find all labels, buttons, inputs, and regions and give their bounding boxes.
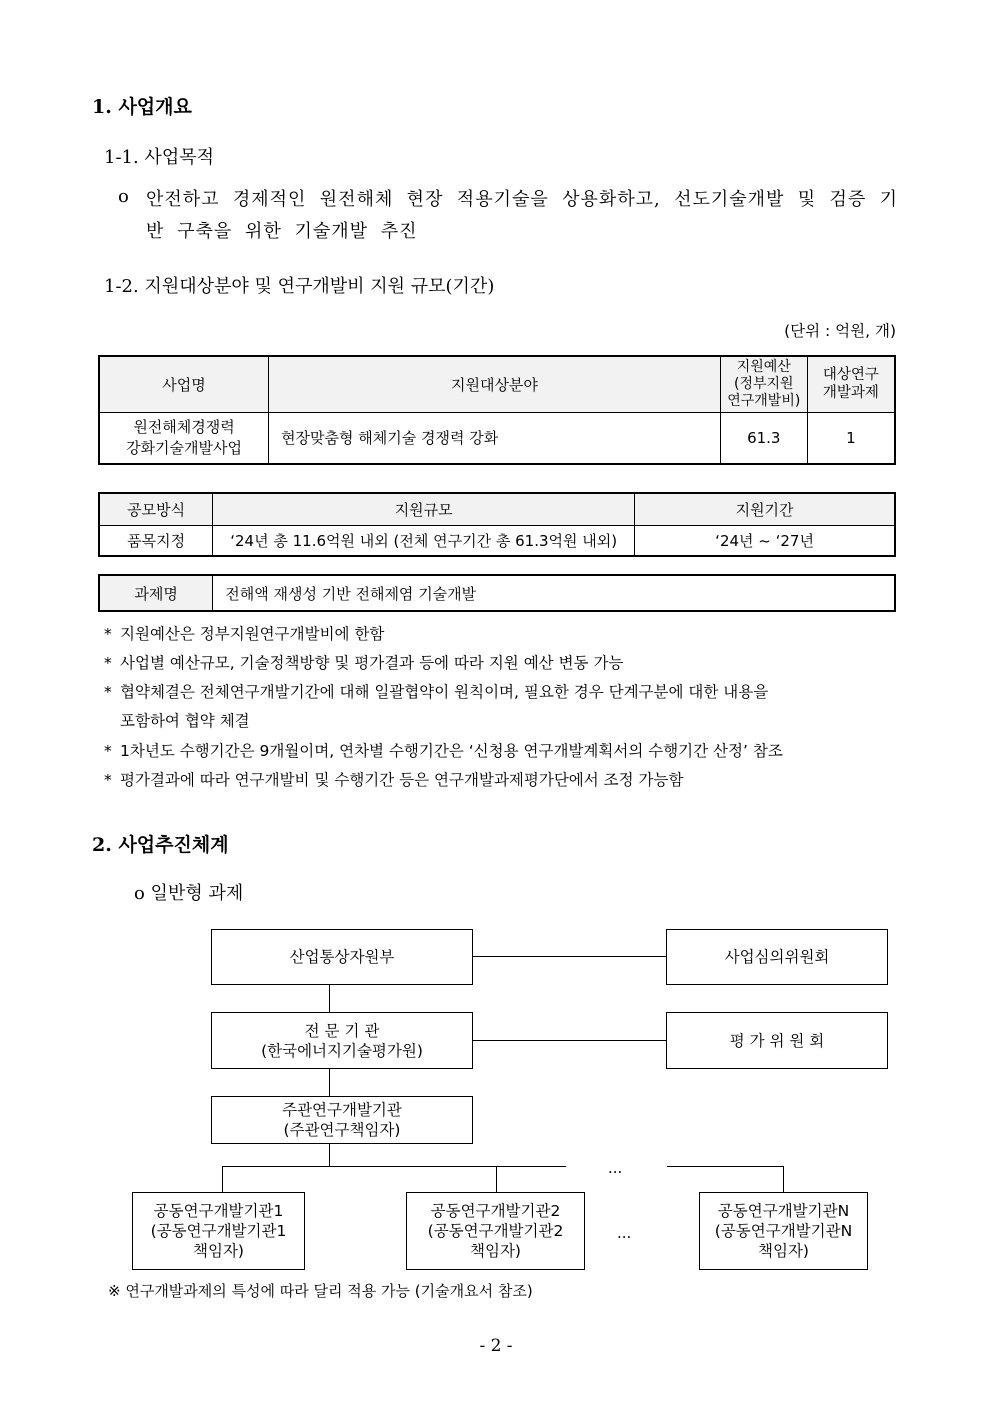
connector-line (222, 1166, 566, 1167)
lead-institution-box: 주관연구개발기관 (주관연구책임자) (211, 1096, 473, 1144)
connector-line (667, 1166, 784, 1167)
header-method: 공모방식 (99, 493, 213, 525)
note-item: * 협약체결은 전체연구개발기간에 대해 일괄협약이 원칙이며, 필요한 경우 단계구분에 대한 내용을 (104, 683, 769, 701)
connector-line (783, 1166, 784, 1192)
cell-period: ‘24년 ~ ‘27년 (635, 525, 895, 556)
evaluation-committee-box: 평 가 위 원 회 (666, 1012, 888, 1069)
note-item: * 1차년도 수행기간은 9개월이며, 연차별 수행기간은 ‘신청용 연구개발계획서의 수행기간 산정’ 참조 (104, 742, 783, 760)
header-period: 지원기간 (635, 493, 895, 525)
header-task-name: 과제명 (99, 575, 213, 611)
purpose-text: 안전하고 경제적인 원전해체 현장 적용기술을 상용화하고, 선도기술개발 및 검증 기반 구축을 위한 기술개발 추진 (146, 189, 898, 242)
support-table (98, 355, 896, 465)
note-item: * 평가결과에 따라 연구개발비 및 수행기간 등은 연구개발과제평가단에서 조정 가능함 (104, 771, 684, 789)
bullet-marker: o (118, 186, 129, 207)
header-scale: 지원규모 (213, 493, 635, 525)
co-institution-1-box: 공동연구개발기관1 (공동연구개발기관1 책임자) (132, 1192, 305, 1270)
connector-line (496, 1166, 497, 1192)
agency-box: 전 문 기 관 (한국에너지기술평가원) (211, 1012, 473, 1069)
connector-line (329, 1144, 330, 1166)
cell-task-name: 전해액 재생성 기반 전해제염 기술개발 (213, 575, 895, 611)
ellipsis-middle: ... (617, 1224, 632, 1242)
chart-footnote: ※ 연구개발과제의 특성에 따라 달리 적용 가능 (기술개요서 참조) (108, 1282, 533, 1300)
connector-line (222, 1166, 223, 1192)
connector-line (472, 956, 668, 957)
header-project-name: 사업명 (99, 356, 269, 412)
note-item: * 지원예산은 정부지원연구개발비에 한함 (104, 625, 385, 643)
header-budget: 지원예산 (정부지원 연구개발비) (720, 356, 807, 412)
application-table (98, 492, 896, 557)
cell-scale: ‘24년 총 11.6억원 내외 (전체 연구기간 총 61.3억원 내외) (213, 525, 635, 556)
section-1-2-title: 1-2. 지원대상분야 및 연구개발비 지원 규모(기간) (104, 276, 495, 297)
cell-task-count: 1 (807, 412, 895, 464)
header-support-field: 지원대상분야 (269, 356, 721, 412)
co-institution-2-box: 공동연구개발기관2 (공동연구개발기관2 책임자) (406, 1192, 585, 1270)
cell-project-name: 원전해체경쟁력 강화기술개발사업 (99, 412, 269, 464)
ministry-box: 산업통상자원부 (211, 929, 473, 985)
ellipsis-top: ... (608, 1159, 623, 1177)
section-1-1-title: 1-1. 사업목적 (104, 147, 214, 168)
co-institution-n-box: 공동연구개발기관N (공동연구개발기관N 책임자) (699, 1192, 868, 1270)
page-number: - 2 - (479, 1336, 513, 1356)
cell-support-field: 현장맞춤형 해체기술 경쟁력 강화 (269, 412, 721, 464)
section-2-bullet: o 일반형 과제 (134, 883, 244, 904)
note-item-continued: 포함하여 협약 체결 (120, 712, 250, 730)
unit-label: (단위 : 억원, 개) (784, 322, 896, 340)
note-item: * 사업별 예산규모, 기술정책방향 및 평가결과 등에 따라 지원 예산 변동 가능 (104, 654, 624, 672)
header-task-count: 대상연구 개발과제 (807, 356, 895, 412)
connector-line (472, 1040, 668, 1041)
connector-line (329, 1068, 330, 1096)
connector-line (329, 984, 330, 1012)
task-name-table (98, 574, 896, 612)
cell-method: 품목지정 (99, 525, 213, 556)
cell-budget: 61.3 (720, 412, 807, 464)
section-2-title: 2. 사업추진체계 (92, 834, 229, 856)
section-1-title: 1. 사업개요 (92, 96, 192, 118)
committee-box: 사업심의위원회 (666, 929, 888, 985)
